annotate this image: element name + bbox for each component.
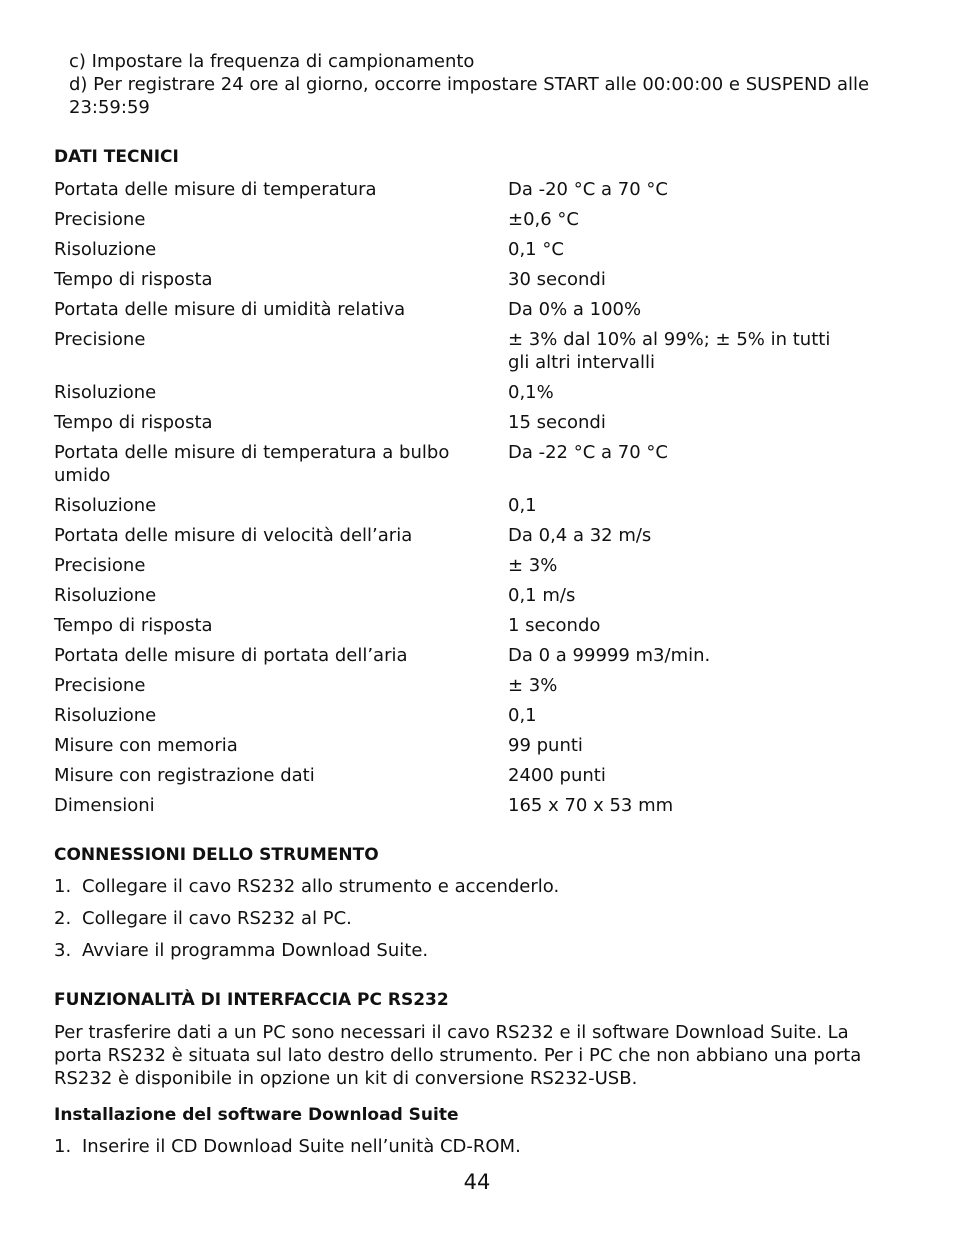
spec-row xyxy=(54,794,894,817)
spec-label: Portata delle misure di umidità relativa xyxy=(54,299,406,320)
spec-value: 15 secondi xyxy=(508,412,606,433)
spec-row xyxy=(54,674,894,697)
spec-label: Risoluzione xyxy=(54,382,157,403)
spec-row xyxy=(54,494,894,517)
spec-label: Tempo di risposta xyxy=(54,269,213,290)
list-item xyxy=(54,875,559,898)
page-number: 44 xyxy=(463,1170,491,1194)
spec-value: 165 x 70 x 53 mm xyxy=(508,795,674,816)
list-item xyxy=(54,907,559,930)
list-item xyxy=(54,939,559,962)
step-text: Inserire il CD Download Suite nell’unità CD-ROM. xyxy=(82,1136,521,1157)
spec-row xyxy=(54,554,894,577)
connections-steps xyxy=(54,875,559,971)
spec-row xyxy=(54,328,894,374)
spec-label: Misure con memoria xyxy=(54,735,238,756)
spec-label: Portata delle misure di temperatura xyxy=(54,179,377,200)
spec-value: ± 3% xyxy=(508,555,558,576)
spec-value: 2400 punti xyxy=(508,765,606,786)
spec-row xyxy=(54,734,894,757)
step-text: Collegare il cavo RS232 al PC. xyxy=(82,908,352,929)
step-text: Avviare il programma Download Suite. xyxy=(82,940,429,961)
step-number: 3. xyxy=(54,940,72,961)
step-number: 1. xyxy=(54,876,72,897)
spec-row xyxy=(54,298,894,321)
spec-value: 0,1 m/s xyxy=(508,585,576,606)
spec-label: Tempo di risposta xyxy=(54,615,213,636)
spec-value: Da -22 °C a 70 °C xyxy=(508,442,668,463)
spec-row xyxy=(54,441,894,487)
spec-value: ± 3% xyxy=(508,675,558,696)
intro-line-c: c) Impostare la frequenza di campionamento xyxy=(69,51,475,72)
spec-label: Precisione xyxy=(54,329,146,350)
spec-label: Precisione xyxy=(54,555,146,576)
spec-row xyxy=(54,381,894,404)
intro-line-d: d) Per registrare 24 ore al giorno, occorre impostare START alle 00:00:00 e SUSPEND alle 23:59:59 xyxy=(69,74,870,118)
spec-row xyxy=(54,764,894,787)
spec-value: 30 secondi xyxy=(508,269,606,290)
spec-value: 0,1 xyxy=(508,495,537,516)
intro-block xyxy=(69,50,889,119)
tech-data-heading: DATI TECNICI xyxy=(54,147,179,167)
spec-value: Da 0% a 100% xyxy=(508,299,642,320)
install-heading: Installazione del software Download Suite xyxy=(54,1105,459,1125)
install-steps xyxy=(54,1135,521,1167)
spec-value: ±0,6 °C xyxy=(508,209,579,230)
spec-row xyxy=(54,644,894,667)
spec-row xyxy=(54,584,894,607)
spec-value: Da 0 a 99999 m3/min. xyxy=(508,645,711,666)
spec-value: Da -20 °C a 70 °C xyxy=(508,179,668,200)
step-text: Collegare il cavo RS232 allo strumento e accenderlo. xyxy=(82,876,560,897)
spec-label: Precisione xyxy=(54,209,146,230)
spec-row xyxy=(54,208,894,231)
spec-label: Risoluzione xyxy=(54,585,157,606)
spec-row xyxy=(54,178,894,201)
spec-label: Risoluzione xyxy=(54,495,157,516)
spec-value: ± 3% dal 10% al 99%; ± 5% in tutti gli altri intervalli xyxy=(508,329,831,373)
spec-label: Risoluzione xyxy=(54,705,157,726)
spec-row xyxy=(54,704,894,727)
spec-label: Portata delle misure di portata dell’aria xyxy=(54,645,408,666)
spec-value: 0,1 °C xyxy=(508,239,564,260)
spec-row xyxy=(54,411,894,434)
spec-label: Tempo di risposta xyxy=(54,412,213,433)
spec-row xyxy=(54,268,894,291)
spec-label: Portata delle misure di temperatura a bulbo umido xyxy=(54,442,450,486)
spec-label: Misure con registrazione dati xyxy=(54,765,315,786)
connections-heading: CONNESSIONI DELLO STRUMENTO xyxy=(54,845,379,865)
step-number: 1. xyxy=(54,1136,72,1157)
spec-row xyxy=(54,238,894,261)
spec-value: 0,1 xyxy=(508,705,537,726)
spec-row xyxy=(54,524,894,547)
list-item xyxy=(54,1135,521,1158)
spec-value: 1 secondo xyxy=(508,615,601,636)
tech-data-table xyxy=(54,178,894,824)
spec-label: Precisione xyxy=(54,675,146,696)
spec-label: Dimensioni xyxy=(54,795,155,816)
spec-label: Risoluzione xyxy=(54,239,157,260)
spec-value: 99 punti xyxy=(508,735,583,756)
interface-paragraph: Per trasferire dati a un PC sono necessari il cavo RS232 e il software Download Suite. La porta RS232 è situata sul lato destro dello strumento. Per i PC che non abbiano una porta RS232 è disponibile in opzione un kit di conversione RS232-USB. xyxy=(54,1022,862,1089)
interface-heading: FUNZIONALITÀ DI INTERFACCIA PC RS232 xyxy=(54,990,449,1010)
step-number: 2. xyxy=(54,908,72,929)
spec-row xyxy=(54,614,894,637)
spec-label: Portata delle misure di velocità dell’aria xyxy=(54,525,413,546)
spec-value: 0,1% xyxy=(508,382,554,403)
spec-value: Da 0,4 a 32 m/s xyxy=(508,525,652,546)
